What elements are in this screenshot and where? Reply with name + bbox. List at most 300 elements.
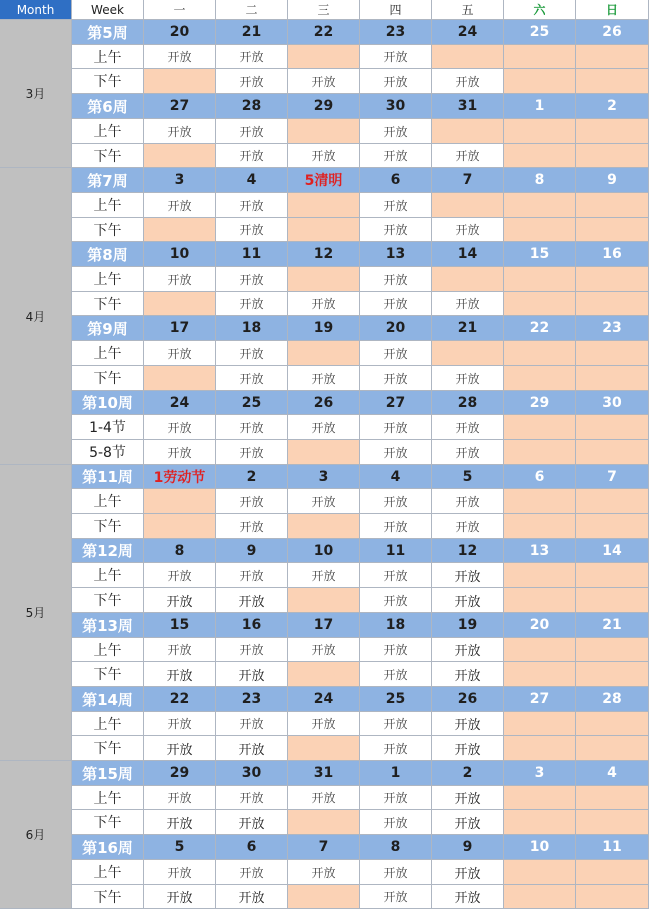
date-wed: 12 xyxy=(288,242,360,267)
week-number: 第7周 xyxy=(72,168,144,193)
date-tue: 18 xyxy=(216,316,288,341)
date-tue: 30 xyxy=(216,761,288,786)
date-fri: 28 xyxy=(432,391,504,415)
date-thu: 8 xyxy=(360,835,432,860)
open-slot: 开放 xyxy=(360,786,432,810)
closed-slot xyxy=(288,736,360,761)
closed-slot xyxy=(288,119,360,144)
closed-slot xyxy=(432,193,504,218)
date-sat: 20 xyxy=(504,613,576,638)
closed-slot xyxy=(504,489,576,514)
date-sun: 21 xyxy=(576,613,649,638)
closed-slot xyxy=(288,810,360,835)
date-tue: 4 xyxy=(216,168,288,193)
time-slot-label: 上午 xyxy=(72,341,144,366)
date-sun: 23 xyxy=(576,316,649,341)
closed-slot xyxy=(576,885,649,909)
date-fri: 5 xyxy=(432,465,504,489)
day-header-wed: 三 xyxy=(288,0,360,20)
closed-slot xyxy=(144,366,216,391)
date-mon: 3 xyxy=(144,168,216,193)
closed-slot xyxy=(504,292,576,316)
date-mon: 27 xyxy=(144,94,216,119)
date-wed: 7 xyxy=(288,835,360,860)
date-thu: 13 xyxy=(360,242,432,267)
date-sun: 4 xyxy=(576,761,649,786)
closed-slot xyxy=(432,119,504,144)
date-sun: 14 xyxy=(576,539,649,563)
date-mon: 29 xyxy=(144,761,216,786)
date-sat: 25 xyxy=(504,20,576,45)
open-slot: 开放 xyxy=(144,860,216,885)
open-slot: 开放 xyxy=(360,810,432,835)
closed-slot xyxy=(576,588,649,613)
time-slot-label: 上午 xyxy=(72,267,144,292)
date-wed: 24 xyxy=(288,687,360,712)
open-slot: 开放 xyxy=(360,193,432,218)
open-slot: 开放 xyxy=(432,415,504,440)
date-fri: 24 xyxy=(432,20,504,45)
closed-slot xyxy=(576,563,649,588)
open-slot: 开放 xyxy=(216,193,288,218)
closed-slot xyxy=(504,736,576,761)
open-slot: 开放 xyxy=(288,415,360,440)
open-slot: 开放 xyxy=(144,638,216,662)
date-fri: 2 xyxy=(432,761,504,786)
time-slot-label: 下午 xyxy=(72,885,144,909)
open-slot: 开放 xyxy=(216,810,288,835)
date-fri: 21 xyxy=(432,316,504,341)
time-slot-label: 下午 xyxy=(72,810,144,835)
closed-slot xyxy=(576,292,649,316)
open-slot: 开放 xyxy=(144,45,216,69)
closed-slot xyxy=(288,662,360,687)
date-mon: 20 xyxy=(144,20,216,45)
open-slot: 开放 xyxy=(360,662,432,687)
month-label: 4月 xyxy=(0,168,72,465)
closed-slot xyxy=(504,440,576,465)
time-slot-label: 上午 xyxy=(72,45,144,69)
week-number: 第6周 xyxy=(72,94,144,119)
closed-slot xyxy=(504,563,576,588)
closed-slot xyxy=(288,588,360,613)
open-slot: 开放 xyxy=(432,810,504,835)
open-slot: 开放 xyxy=(144,736,216,761)
open-slot: 开放 xyxy=(360,144,432,168)
date-sun: 9 xyxy=(576,168,649,193)
date-sun: 7 xyxy=(576,465,649,489)
closed-slot xyxy=(144,292,216,316)
open-slot: 开放 xyxy=(216,563,288,588)
time-slot-label: 下午 xyxy=(72,662,144,687)
closed-slot xyxy=(504,415,576,440)
time-slot-label: 下午 xyxy=(72,144,144,168)
open-slot: 开放 xyxy=(216,440,288,465)
closed-slot xyxy=(576,786,649,810)
date-tue: 6 xyxy=(216,835,288,860)
closed-slot xyxy=(576,514,649,539)
closed-slot xyxy=(504,786,576,810)
date-sat: 1 xyxy=(504,94,576,119)
time-slot-label: 上午 xyxy=(72,193,144,218)
open-slot: 开放 xyxy=(360,69,432,94)
date-mon: 8 xyxy=(144,539,216,563)
month-label: 5月 xyxy=(0,465,72,761)
open-slot: 开放 xyxy=(216,366,288,391)
open-slot: 开放 xyxy=(144,119,216,144)
day-header-sat: 六 xyxy=(504,0,576,20)
closed-slot xyxy=(504,119,576,144)
open-slot: 开放 xyxy=(432,366,504,391)
open-slot: 开放 xyxy=(360,860,432,885)
closed-slot xyxy=(288,267,360,292)
open-slot: 开放 xyxy=(360,218,432,242)
date-sat: 15 xyxy=(504,242,576,267)
closed-slot xyxy=(288,885,360,909)
closed-slot xyxy=(576,440,649,465)
date-fri: 9 xyxy=(432,835,504,860)
open-slot: 开放 xyxy=(144,662,216,687)
closed-slot xyxy=(504,193,576,218)
closed-slot xyxy=(576,860,649,885)
date-thu: 11 xyxy=(360,539,432,563)
open-slot: 开放 xyxy=(432,563,504,588)
date-thu: 23 xyxy=(360,20,432,45)
time-slot-label: 上午 xyxy=(72,489,144,514)
date-wed: 17 xyxy=(288,613,360,638)
open-slot: 开放 xyxy=(216,514,288,539)
closed-slot xyxy=(576,366,649,391)
open-slot: 开放 xyxy=(216,638,288,662)
date-tue: 2 xyxy=(216,465,288,489)
open-slot: 开放 xyxy=(216,885,288,909)
open-slot: 开放 xyxy=(216,736,288,761)
open-slot: 开放 xyxy=(432,440,504,465)
date-tue: 11 xyxy=(216,242,288,267)
date-mon: 1劳动节 xyxy=(144,465,216,489)
closed-slot xyxy=(576,415,649,440)
time-slot-label: 上午 xyxy=(72,638,144,662)
open-slot: 开放 xyxy=(360,415,432,440)
date-fri: 31 xyxy=(432,94,504,119)
date-mon: 17 xyxy=(144,316,216,341)
time-slot-label: 上午 xyxy=(72,786,144,810)
open-slot: 开放 xyxy=(360,119,432,144)
date-sun: 28 xyxy=(576,687,649,712)
open-slot: 开放 xyxy=(216,415,288,440)
open-slot: 开放 xyxy=(288,144,360,168)
open-slot: 开放 xyxy=(144,267,216,292)
time-slot-label: 下午 xyxy=(72,736,144,761)
closed-slot xyxy=(504,514,576,539)
date-wed: 5清明 xyxy=(288,168,360,193)
open-slot: 开放 xyxy=(144,341,216,366)
open-slot: 开放 xyxy=(432,292,504,316)
time-slot-label: 上午 xyxy=(72,712,144,736)
open-slot: 开放 xyxy=(360,563,432,588)
closed-slot xyxy=(504,218,576,242)
date-thu: 18 xyxy=(360,613,432,638)
closed-slot xyxy=(144,69,216,94)
closed-slot xyxy=(576,638,649,662)
date-mon: 22 xyxy=(144,687,216,712)
open-slot: 开放 xyxy=(288,563,360,588)
date-thu: 4 xyxy=(360,465,432,489)
day-header-tue: 二 xyxy=(216,0,288,20)
open-slot: 开放 xyxy=(360,489,432,514)
open-slot: 开放 xyxy=(288,786,360,810)
open-slot: 开放 xyxy=(144,440,216,465)
open-slot: 开放 xyxy=(216,662,288,687)
date-wed: 22 xyxy=(288,20,360,45)
open-slot: 开放 xyxy=(360,712,432,736)
week-number: 第5周 xyxy=(72,20,144,45)
closed-slot xyxy=(288,218,360,242)
open-slot: 开放 xyxy=(432,662,504,687)
open-slot: 开放 xyxy=(360,341,432,366)
date-sun: 26 xyxy=(576,20,649,45)
open-slot: 开放 xyxy=(360,292,432,316)
closed-slot xyxy=(504,366,576,391)
date-fri: 14 xyxy=(432,242,504,267)
open-slot: 开放 xyxy=(288,638,360,662)
closed-slot xyxy=(504,860,576,885)
date-sun: 30 xyxy=(576,391,649,415)
date-sun: 16 xyxy=(576,242,649,267)
date-fri: 19 xyxy=(432,613,504,638)
open-slot: 开放 xyxy=(360,267,432,292)
time-slot-label: 下午 xyxy=(72,514,144,539)
day-header-mon: 一 xyxy=(144,0,216,20)
open-slot: 开放 xyxy=(216,786,288,810)
time-slot-label: 上午 xyxy=(72,563,144,588)
open-slot: 开放 xyxy=(216,588,288,613)
date-thu: 20 xyxy=(360,316,432,341)
closed-slot xyxy=(288,440,360,465)
closed-slot xyxy=(504,662,576,687)
open-slot: 开放 xyxy=(432,786,504,810)
open-slot: 开放 xyxy=(432,514,504,539)
open-slot: 开放 xyxy=(144,563,216,588)
open-slot: 开放 xyxy=(216,489,288,514)
date-wed: 3 xyxy=(288,465,360,489)
date-fri: 7 xyxy=(432,168,504,193)
date-sun: 2 xyxy=(576,94,649,119)
closed-slot xyxy=(288,341,360,366)
date-sat: 27 xyxy=(504,687,576,712)
date-thu: 6 xyxy=(360,168,432,193)
closed-slot xyxy=(576,45,649,69)
week-number: 第9周 xyxy=(72,316,144,341)
time-slot-label: 1-4节 xyxy=(72,415,144,440)
closed-slot xyxy=(504,885,576,909)
date-mon: 24 xyxy=(144,391,216,415)
open-slot: 开放 xyxy=(216,218,288,242)
closed-slot xyxy=(576,736,649,761)
date-tue: 23 xyxy=(216,687,288,712)
open-slot: 开放 xyxy=(216,712,288,736)
open-slot: 开放 xyxy=(144,193,216,218)
date-fri: 26 xyxy=(432,687,504,712)
date-fri: 12 xyxy=(432,539,504,563)
date-sat: 29 xyxy=(504,391,576,415)
date-sat: 8 xyxy=(504,168,576,193)
closed-slot xyxy=(288,193,360,218)
closed-slot xyxy=(576,712,649,736)
time-slot-label: 下午 xyxy=(72,588,144,613)
date-mon: 5 xyxy=(144,835,216,860)
open-slot: 开放 xyxy=(288,366,360,391)
closed-slot xyxy=(144,514,216,539)
open-slot: 开放 xyxy=(216,341,288,366)
closed-slot xyxy=(504,69,576,94)
open-slot: 开放 xyxy=(216,69,288,94)
open-slot: 开放 xyxy=(216,267,288,292)
date-sat: 13 xyxy=(504,539,576,563)
open-slot: 开放 xyxy=(360,440,432,465)
closed-slot xyxy=(432,267,504,292)
month-label: 6月 xyxy=(0,761,72,909)
week-number: 第14周 xyxy=(72,687,144,712)
day-header-fri: 五 xyxy=(432,0,504,20)
open-slot: 开放 xyxy=(144,712,216,736)
open-slot: 开放 xyxy=(144,786,216,810)
date-sat: 10 xyxy=(504,835,576,860)
week-number: 第15周 xyxy=(72,761,144,786)
date-wed: 10 xyxy=(288,539,360,563)
closed-slot xyxy=(144,144,216,168)
week-number: 第8周 xyxy=(72,242,144,267)
open-slot: 开放 xyxy=(288,489,360,514)
open-slot: 开放 xyxy=(216,119,288,144)
open-slot: 开放 xyxy=(360,588,432,613)
closed-slot xyxy=(576,489,649,514)
time-slot-label: 上午 xyxy=(72,119,144,144)
open-slot: 开放 xyxy=(432,588,504,613)
day-header-sun: 日 xyxy=(576,0,649,20)
open-slot: 开放 xyxy=(288,292,360,316)
closed-slot xyxy=(504,588,576,613)
time-slot-label: 下午 xyxy=(72,292,144,316)
date-tue: 9 xyxy=(216,539,288,563)
open-slot: 开放 xyxy=(360,638,432,662)
closed-slot xyxy=(576,193,649,218)
closed-slot xyxy=(576,119,649,144)
date-thu: 27 xyxy=(360,391,432,415)
date-thu: 25 xyxy=(360,687,432,712)
closed-slot xyxy=(504,712,576,736)
open-slot: 开放 xyxy=(432,712,504,736)
open-slot: 开放 xyxy=(432,69,504,94)
week-number: 第13周 xyxy=(72,613,144,638)
open-slot: 开放 xyxy=(360,45,432,69)
date-sat: 22 xyxy=(504,316,576,341)
time-slot-label: 下午 xyxy=(72,218,144,242)
closed-slot xyxy=(576,144,649,168)
open-slot: 开放 xyxy=(144,885,216,909)
open-slot: 开放 xyxy=(432,860,504,885)
date-tue: 28 xyxy=(216,94,288,119)
closed-slot xyxy=(144,218,216,242)
date-tue: 21 xyxy=(216,20,288,45)
closed-slot xyxy=(576,218,649,242)
date-thu: 1 xyxy=(360,761,432,786)
time-slot-label: 下午 xyxy=(72,69,144,94)
open-slot: 开放 xyxy=(144,810,216,835)
open-slot: 开放 xyxy=(360,885,432,909)
date-wed: 19 xyxy=(288,316,360,341)
open-slot: 开放 xyxy=(216,144,288,168)
closed-slot xyxy=(504,267,576,292)
open-slot: 开放 xyxy=(216,45,288,69)
date-tue: 25 xyxy=(216,391,288,415)
date-sun: 11 xyxy=(576,835,649,860)
closed-slot xyxy=(576,341,649,366)
closed-slot xyxy=(576,662,649,687)
date-wed: 31 xyxy=(288,761,360,786)
closed-slot xyxy=(576,267,649,292)
week-column-header: Week xyxy=(72,0,144,20)
time-slot-label: 5-8节 xyxy=(72,440,144,465)
day-header-thu: 四 xyxy=(360,0,432,20)
date-sat: 3 xyxy=(504,761,576,786)
open-slot: 开放 xyxy=(432,885,504,909)
open-slot: 开放 xyxy=(432,638,504,662)
open-slot: 开放 xyxy=(432,218,504,242)
open-slot: 开放 xyxy=(144,588,216,613)
closed-slot xyxy=(504,638,576,662)
closed-slot xyxy=(576,810,649,835)
closed-slot xyxy=(504,810,576,835)
date-tue: 16 xyxy=(216,613,288,638)
date-wed: 26 xyxy=(288,391,360,415)
date-mon: 10 xyxy=(144,242,216,267)
month-label: 3月 xyxy=(0,20,72,168)
time-slot-label: 下午 xyxy=(72,366,144,391)
time-slot-label: 上午 xyxy=(72,860,144,885)
closed-slot xyxy=(288,514,360,539)
week-number: 第10周 xyxy=(72,391,144,415)
closed-slot xyxy=(576,69,649,94)
closed-slot xyxy=(288,45,360,69)
open-slot: 开放 xyxy=(216,292,288,316)
open-slot: 开放 xyxy=(288,860,360,885)
open-slot: 开放 xyxy=(432,736,504,761)
open-slot: 开放 xyxy=(144,415,216,440)
open-slot: 开放 xyxy=(288,712,360,736)
date-thu: 30 xyxy=(360,94,432,119)
week-number: 第11周 xyxy=(72,465,144,489)
open-slot: 开放 xyxy=(360,736,432,761)
closed-slot xyxy=(144,489,216,514)
open-slot: 开放 xyxy=(360,514,432,539)
date-wed: 29 xyxy=(288,94,360,119)
closed-slot xyxy=(432,45,504,69)
open-slot: 开放 xyxy=(288,69,360,94)
date-mon: 15 xyxy=(144,613,216,638)
closed-slot xyxy=(504,45,576,69)
open-slot: 开放 xyxy=(360,366,432,391)
open-slot: 开放 xyxy=(432,144,504,168)
open-slot: 开放 xyxy=(432,489,504,514)
open-slot: 开放 xyxy=(216,860,288,885)
week-number: 第12周 xyxy=(72,539,144,563)
closed-slot xyxy=(504,144,576,168)
week-number: 第16周 xyxy=(72,835,144,860)
closed-slot xyxy=(504,341,576,366)
month-column-header: Month xyxy=(0,0,72,20)
closed-slot xyxy=(432,341,504,366)
